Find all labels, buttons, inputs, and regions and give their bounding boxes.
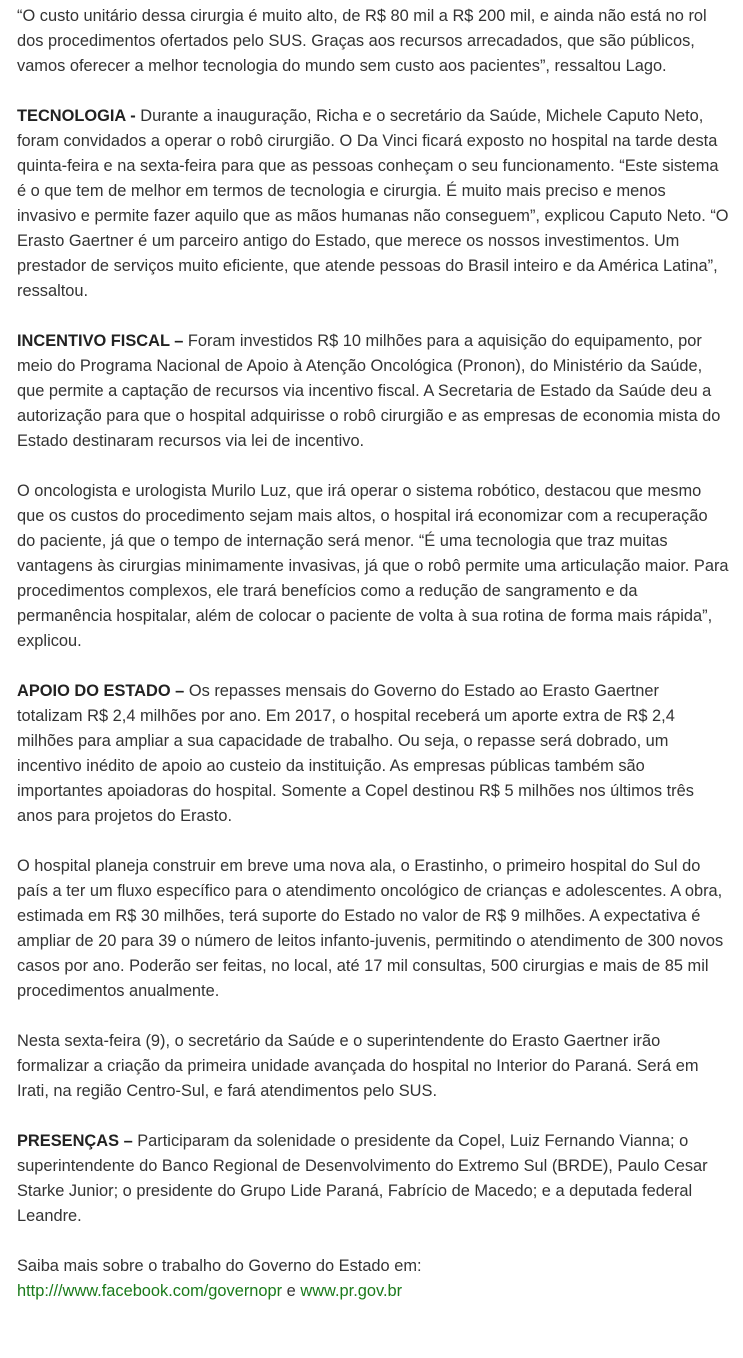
paragraph-murilo-luz — [17, 479, 729, 654]
paragraph-saiba-mais — [17, 1254, 729, 1304]
paragraph-quote-lago — [17, 4, 729, 79]
paragraph-text: Foram investidos R$ 10 milhões para a aquisição do equipamento, por meio do Programa Nacional de Apoio à Atenção Oncológica (Pronon), do Ministério da Saúde, que permite a captação de recursos via incentivo fiscal. A Secretaria de Estado da Saúde deu a autorização para que o hospital adquirisse o robô cirurgião e as empresas de economia mista do Estado destinaram recursos via lei de incentivo. — [17, 332, 721, 450]
paragraph-text: Durante a inauguração, Richa e o secretário da Saúde, Michele Caputo Neto, foram convidados a operar o robô cirurgião. O Da Vinci ficará exposto no hospital na tarde desta quinta-feira e na sexta-feira para que as pessoas conheçam o seu funcionamento. “Este sistema é o que tem de melhor em termos de tecnologia e cirurgia. É muito mais preciso e menos invasivo e permite fazer aquilo que as mãos humanas não conseguem”, explicou Caputo Neto. “O Erasto Gaertner é um parceiro antigo do Estado, que merece os nossos investimentos. Um prestador de serviços muito eficiente, que atende pessoas do Brasil inteiro e da América Latina”, ressaltou. — [17, 107, 729, 300]
paragraph-text: Participaram da solenidade o presidente da Copel, Luiz Fernando Vianna; o superintendente do Banco Regional de Desenvolvimento do Extremo Sul (BRDE), Paulo Cesar Starke Junior; o presidente do Grupo Lide Paraná, Fabrício de Macedo; e a deputada federal Leandre. — [17, 1132, 708, 1225]
paragraph-presencas — [17, 1129, 729, 1229]
section-heading-presencas: PRESENÇAS – — [17, 1132, 133, 1150]
paragraph-irati — [17, 1029, 729, 1104]
paragraph-text: O hospital planeja construir em breve uma nova ala, o Erastinho, o primeiro hospital do Sul do país a ter um fluxo específico para o atendimento oncológico de crianças e adolescentes. A obra, estimada em R$ 30 milhões, terá suporte do Estado no valor de R$ 9 milhões. A expectativa é ampliar de 20 para 39 o número de leitos infanto-juvenis, permitindo o atendimento de 300 novos casos por ano. Poderão ser feitas, no local, até 17 mil consultas, 500 cirurgias e mais de 85 mil procedimentos anualmente. — [17, 857, 724, 1000]
section-heading-incentivo-fiscal: INCENTIVO FISCAL – — [17, 332, 184, 350]
paragraph-apoio-do-estado — [17, 679, 729, 829]
paragraph-erastinho — [17, 854, 729, 1004]
paragraph-text: Saiba mais sobre o trabalho do Governo do Estado em: — [17, 1257, 422, 1275]
section-heading-tecnologia: TECNOLOGIA - — [17, 107, 136, 125]
paragraph-text: Os repasses mensais do Governo do Estado ao Erasto Gaertner totalizam R$ 2,4 milhões por ano. Em 2017, o hospital receberá um aporte extra de R$ 2,4 milhões para ampliar a sua capacidade de trabalho. Ou seja, o repasse será dobrado, um incentivo inédito de apoio ao custeio da instituição. As empresas públicas também são importantes apoiadoras do hospital. Somente a Copel destinou R$ 5 milhões nos últimos três anos para projetos do Erasto. — [17, 682, 694, 825]
paragraph-text: O oncologista e urologista Murilo Luz, que irá operar o sistema robótico, destacou que mesmo que os custos do procedimento sejam mais altos, o hospital irá economizar com a recuperação do paciente, já que o tempo de internação será menor. “É uma tecnologia que traz muitas vantagens às cirurgias minimamente invasivas, já que o robô permite uma articulação maior. Para procedimentos complexos, ele trará benefícios como a redução de sangramento e da permanência hospitalar, além de colocar o paciente de volta à sua rotina de forma mais rápida”, explicou. — [17, 482, 729, 650]
paragraph-text: “O custo unitário dessa cirurgia é muito alto, de R$ 80 mil a R$ 200 mil, e ainda não está no rol dos procedimentos ofertados pelo SUS. Graças aos recursos arrecadados, que são públicos, vamos oferecer a melhor tecnologia do mundo sem custo aos pacientes”, ressaltou Lago. — [17, 7, 707, 75]
site-link[interactable]: www.pr.gov.br — [300, 1282, 403, 1300]
paragraph-incentivo-fiscal — [17, 329, 729, 454]
paragraph-tecnologia — [17, 104, 729, 304]
facebook-link[interactable]: http:///www.facebook.com/governopr — [17, 1282, 283, 1300]
section-heading-apoio-do-estado: APOIO DO ESTADO – — [17, 682, 185, 700]
paragraph-text: Nesta sexta-feira (9), o secretário da Saúde e o superintendente do Erasto Gaertner irão formalizar a criação da primeira unidade avançada do hospital no Interior do Paraná. Será em Irati, na região Centro-Sul, e fará atendimentos pelo SUS. — [17, 1032, 699, 1100]
link-separator: e — [282, 1282, 301, 1300]
